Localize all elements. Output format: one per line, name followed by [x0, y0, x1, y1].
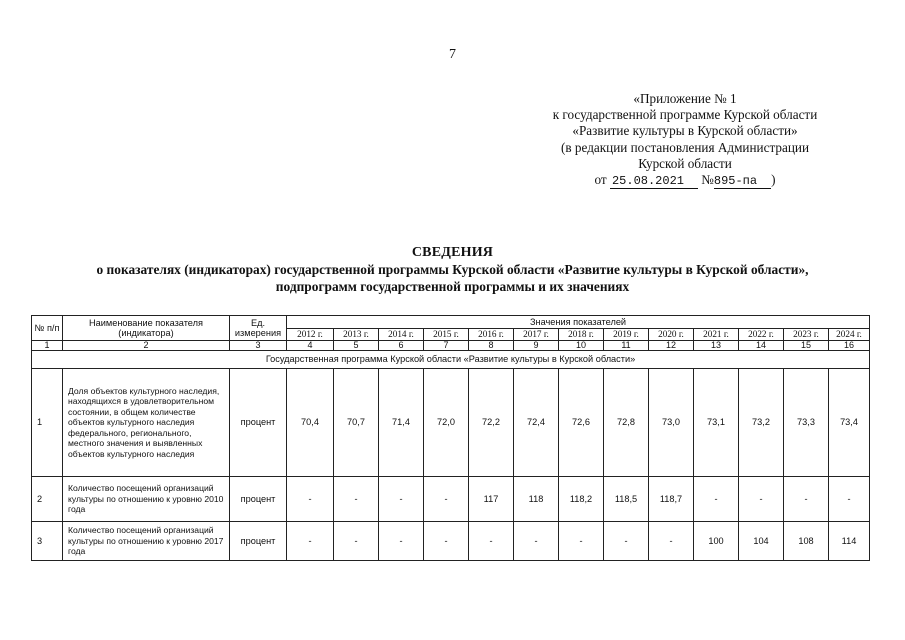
indicators-table — [31, 315, 870, 561]
column-number: 1 — [32, 341, 63, 351]
column-numbers-row — [32, 341, 870, 351]
value-cell: - — [514, 522, 559, 561]
value-cell: - — [469, 522, 514, 561]
appendix-line-5: Курской области — [638, 155, 732, 171]
header-no: № п/п — [32, 316, 63, 341]
section-title: Государственная программа Курской области «Развитие культуры в Курской области» — [32, 351, 870, 369]
value-cell: 73,1 — [694, 369, 739, 477]
page-number: 7 — [449, 47, 456, 62]
value-cell: 100 — [694, 522, 739, 561]
column-number: 3 — [230, 341, 287, 351]
year-header: 2012 г. — [287, 329, 334, 341]
table-row — [32, 369, 870, 477]
table-row — [32, 522, 870, 561]
column-number: 14 — [739, 341, 784, 351]
value-cell: 71,4 — [379, 369, 424, 477]
value-cell: 73,0 — [649, 369, 694, 477]
value-cell: - — [829, 477, 870, 522]
value-cell: - — [604, 522, 649, 561]
value-cell: - — [379, 522, 424, 561]
year-header: 2014 г. — [379, 329, 424, 341]
row-number: 1 — [32, 369, 63, 477]
year-header: 2019 г. — [604, 329, 649, 341]
value-cell: 108 — [784, 522, 829, 561]
from-label: от — [594, 172, 607, 188]
appendix-line-4: (в редакции постановления Администрации — [561, 139, 809, 155]
value-cell: 104 — [739, 522, 784, 561]
unit: процент — [230, 522, 287, 561]
header-name: Наименование показателя (индикатора) — [63, 316, 230, 341]
year-header: 2015 г. — [424, 329, 469, 341]
row-number: 3 — [32, 522, 63, 561]
column-number: 13 — [694, 341, 739, 351]
column-number: 5 — [334, 341, 379, 351]
row-number: 2 — [32, 477, 63, 522]
indicator-name: Количество посещений организаций культуры по отношению к уровню 2017 года — [63, 522, 230, 561]
value-cell: - — [334, 522, 379, 561]
resolution-date: 25.08.2021 — [610, 174, 698, 189]
year-header: 2017 г. — [514, 329, 559, 341]
value-cell: 72,0 — [424, 369, 469, 477]
value-cell: 70,7 — [334, 369, 379, 477]
value-cell: 70,4 — [287, 369, 334, 477]
value-cell: - — [334, 477, 379, 522]
column-number: 6 — [379, 341, 424, 351]
value-cell: 118 — [514, 477, 559, 522]
year-header: 2023 г. — [784, 329, 829, 341]
header-unit: Ед. измерения — [230, 316, 287, 341]
year-header: 2020 г. — [649, 329, 694, 341]
value-cell: 114 — [829, 522, 870, 561]
column-number: 11 — [604, 341, 649, 351]
column-number: 15 — [784, 341, 829, 351]
value-cell: 73,3 — [784, 369, 829, 477]
column-number: 12 — [649, 341, 694, 351]
column-number: 8 — [469, 341, 514, 351]
number-label: № — [701, 172, 714, 188]
value-cell: 118,7 — [649, 477, 694, 522]
year-header: 2021 г. — [694, 329, 739, 341]
year-header: 2016 г. — [469, 329, 514, 341]
value-cell: 72,8 — [604, 369, 649, 477]
title-line-3: подпрограмм государственной программы и их значениях — [275, 279, 630, 294]
value-cell: 73,2 — [739, 369, 784, 477]
year-header: 2024 г. — [829, 329, 870, 341]
value-cell: 72,4 — [514, 369, 559, 477]
value-cell: - — [559, 522, 604, 561]
value-cell: - — [649, 522, 694, 561]
year-header: 2013 г. — [334, 329, 379, 341]
appendix-line-3: «Развитие культуры в Курской области» — [572, 123, 798, 139]
column-number: 2 — [63, 341, 230, 351]
value-cell: 72,6 — [559, 369, 604, 477]
value-cell: 73,4 — [829, 369, 870, 477]
indicator-name: Количество посещений организаций культуры по отношению к уровню 2010 года — [63, 477, 230, 522]
close-paren: ) — [771, 172, 776, 188]
value-cell: - — [379, 477, 424, 522]
value-cell: 118,2 — [559, 477, 604, 522]
column-number: 4 — [287, 341, 334, 351]
value-cell: - — [287, 477, 334, 522]
appendix-date-line — [520, 172, 850, 189]
title-line-1: СВЕДЕНИЯ — [411, 245, 494, 260]
value-cell: 117 — [469, 477, 514, 522]
column-number: 10 — [559, 341, 604, 351]
header-values: Значения показателей — [287, 316, 870, 329]
year-header: 2018 г. — [559, 329, 604, 341]
document-title — [0, 245, 905, 295]
column-number: 16 — [829, 341, 870, 351]
value-cell: 72,2 — [469, 369, 514, 477]
unit: процент — [230, 369, 287, 477]
value-cell: 118,5 — [604, 477, 649, 522]
column-number: 9 — [514, 341, 559, 351]
value-cell: - — [784, 477, 829, 522]
title-line-2: о показателях (индикаторах) государственной программы Курской области «Развитие культуры в Курской области», — [96, 262, 809, 277]
column-number: 7 — [424, 341, 469, 351]
unit: процент — [230, 477, 287, 522]
table-row — [32, 477, 870, 522]
value-cell: - — [424, 477, 469, 522]
appendix-line-2: к государственной программе Курской области — [552, 107, 818, 123]
value-cell: - — [287, 522, 334, 561]
indicator-name: Доля объектов культурного наследия, находящихся в удовлетворительном состоянии, в общем количестве объектов культурного наследия федерального, регионального, местного значения и выявленных объектов культурного наследия — [63, 369, 230, 477]
appendix-block — [520, 91, 850, 189]
value-cell: - — [694, 477, 739, 522]
year-header: 2022 г. — [739, 329, 784, 341]
appendix-line-1: «Приложение № 1 — [633, 91, 737, 106]
resolution-number: 895-па — [714, 174, 771, 189]
value-cell: - — [424, 522, 469, 561]
value-cell: - — [739, 477, 784, 522]
